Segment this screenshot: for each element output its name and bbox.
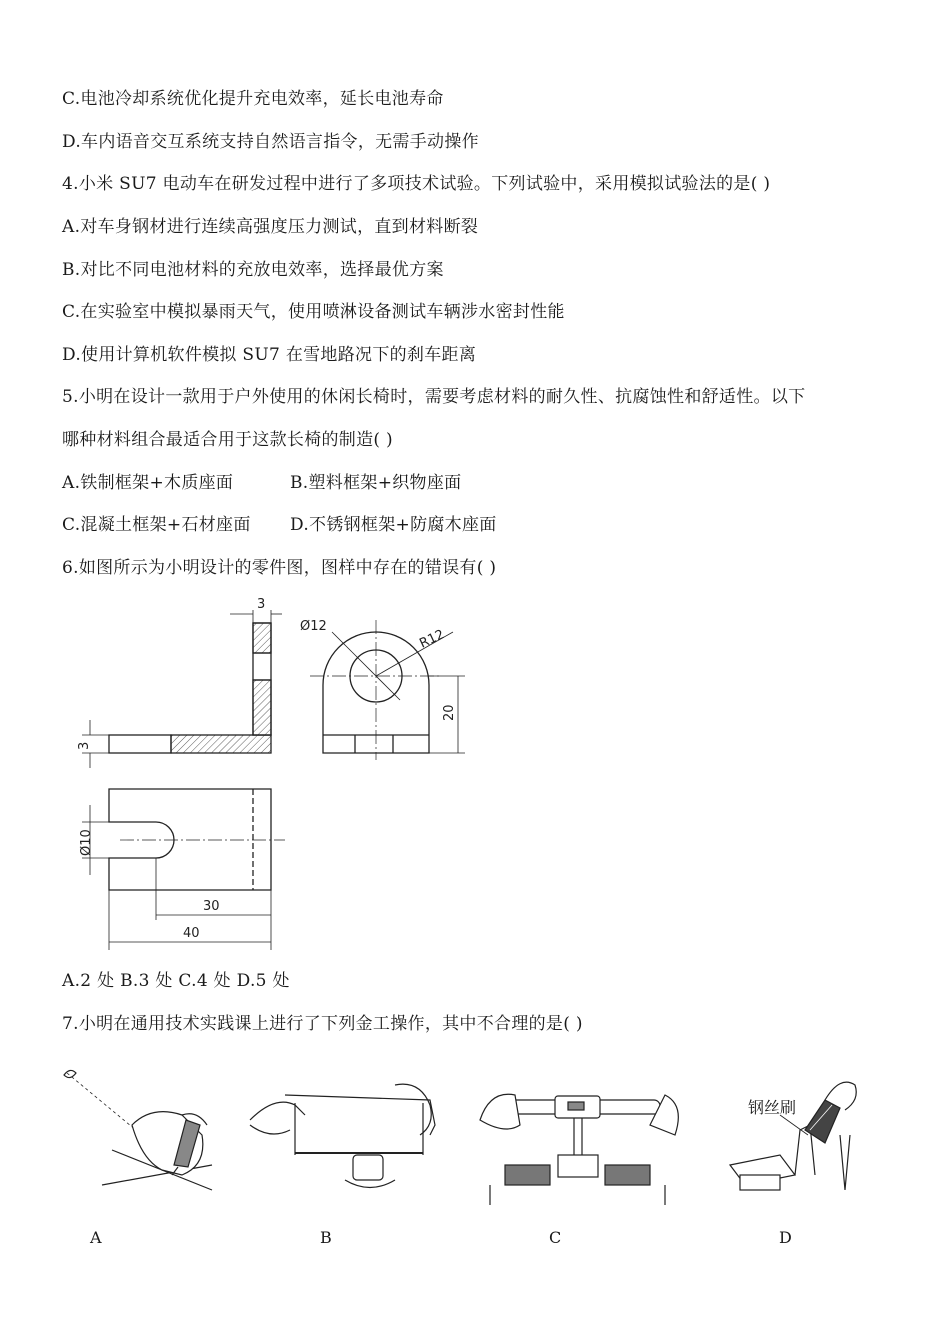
q5-option-c: C.混凝土框架+石材座面 bbox=[62, 515, 251, 535]
front-base-plain bbox=[109, 735, 171, 753]
front-upright-hatch-bottom bbox=[253, 680, 271, 735]
figure-c-tap-wrench bbox=[470, 1080, 685, 1205]
q5-option-a: A.铁制框架+木质座面 bbox=[62, 473, 234, 493]
figure-label-c: C bbox=[549, 1228, 562, 1247]
dim-radius-12: R12 bbox=[417, 627, 447, 652]
q5-options-row2 bbox=[62, 514, 497, 536]
figure-b-hacksaw bbox=[245, 1075, 445, 1200]
figure-label-d: D bbox=[779, 1228, 792, 1247]
dim-40: 40 bbox=[183, 926, 200, 941]
q4-option-d: D.使用计算机软件模拟 SU7 在雪地路况下的刹车距离 bbox=[62, 345, 477, 365]
figure-d-wire-brush bbox=[720, 1075, 890, 1200]
q5-option-d: D.不锈钢框架+防腐木座面 bbox=[290, 515, 497, 535]
dim-20: 20 bbox=[442, 704, 457, 721]
part-drawing bbox=[70, 590, 480, 960]
figure-a-marking bbox=[62, 1065, 222, 1195]
q3-option-c: C.电池冷却系统优化提升充电效率，延长电池寿命 bbox=[62, 89, 444, 109]
q5-stem-line1: 5.小明在设计一款用于户外使用的休闲长椅时，需要考虑材料的耐久性、抗腐蚀性和舒适性。以下 bbox=[62, 387, 806, 407]
figure-label-a: A bbox=[90, 1228, 102, 1247]
front-upright-hatch-top bbox=[253, 623, 271, 653]
dim-3-left: 3 bbox=[77, 741, 92, 750]
dim-30: 30 bbox=[203, 899, 220, 914]
figure-label-b: B bbox=[320, 1228, 332, 1247]
q4-stem: 4.小米 SU7 电动车在研发过程中进行了多项技术试验。下列试验中，采用模拟试验法的是( ) bbox=[62, 174, 771, 194]
q6-options: A.2 处 B.3 处 C.4 处 D.5 处 bbox=[62, 971, 290, 991]
q5-options-row1 bbox=[62, 472, 462, 494]
top-view-outline bbox=[109, 789, 271, 890]
q3-option-d: D.车内语音交互系统支持自然语言指令，无需手动操作 bbox=[62, 132, 479, 152]
q6-stem: 6.如图所示为小明设计的零件图，图样中存在的错误有( ) bbox=[62, 558, 497, 578]
q4-option-c: C.在实验室中模拟暴雨天气，使用喷淋设备测试车辆涉水密封性能 bbox=[62, 302, 565, 322]
wire-brush-label: 钢丝刷 bbox=[748, 1098, 797, 1117]
front-base-hatched bbox=[171, 735, 271, 753]
q4-option-b: B.对比不同电池材料的充放电效率，选择最优方案 bbox=[62, 260, 444, 280]
q5-stem-line2: 哪种材料组合最适合用于这款长椅的制造( ) bbox=[62, 430, 393, 450]
dim-3-top: 3 bbox=[257, 597, 266, 612]
dim-diameter-10: Ø10 bbox=[79, 829, 94, 856]
q5-option-b: B.塑料框架+织物座面 bbox=[290, 473, 462, 493]
dim-diameter-12: Ø12 bbox=[300, 619, 327, 634]
q4-option-a: A.对车身钢材进行连续高强度压力测试，直到材料断裂 bbox=[62, 217, 479, 237]
q7-stem: 7.小明在通用技术实践课上进行了下列金工操作，其中不合理的是( ) bbox=[62, 1014, 583, 1034]
